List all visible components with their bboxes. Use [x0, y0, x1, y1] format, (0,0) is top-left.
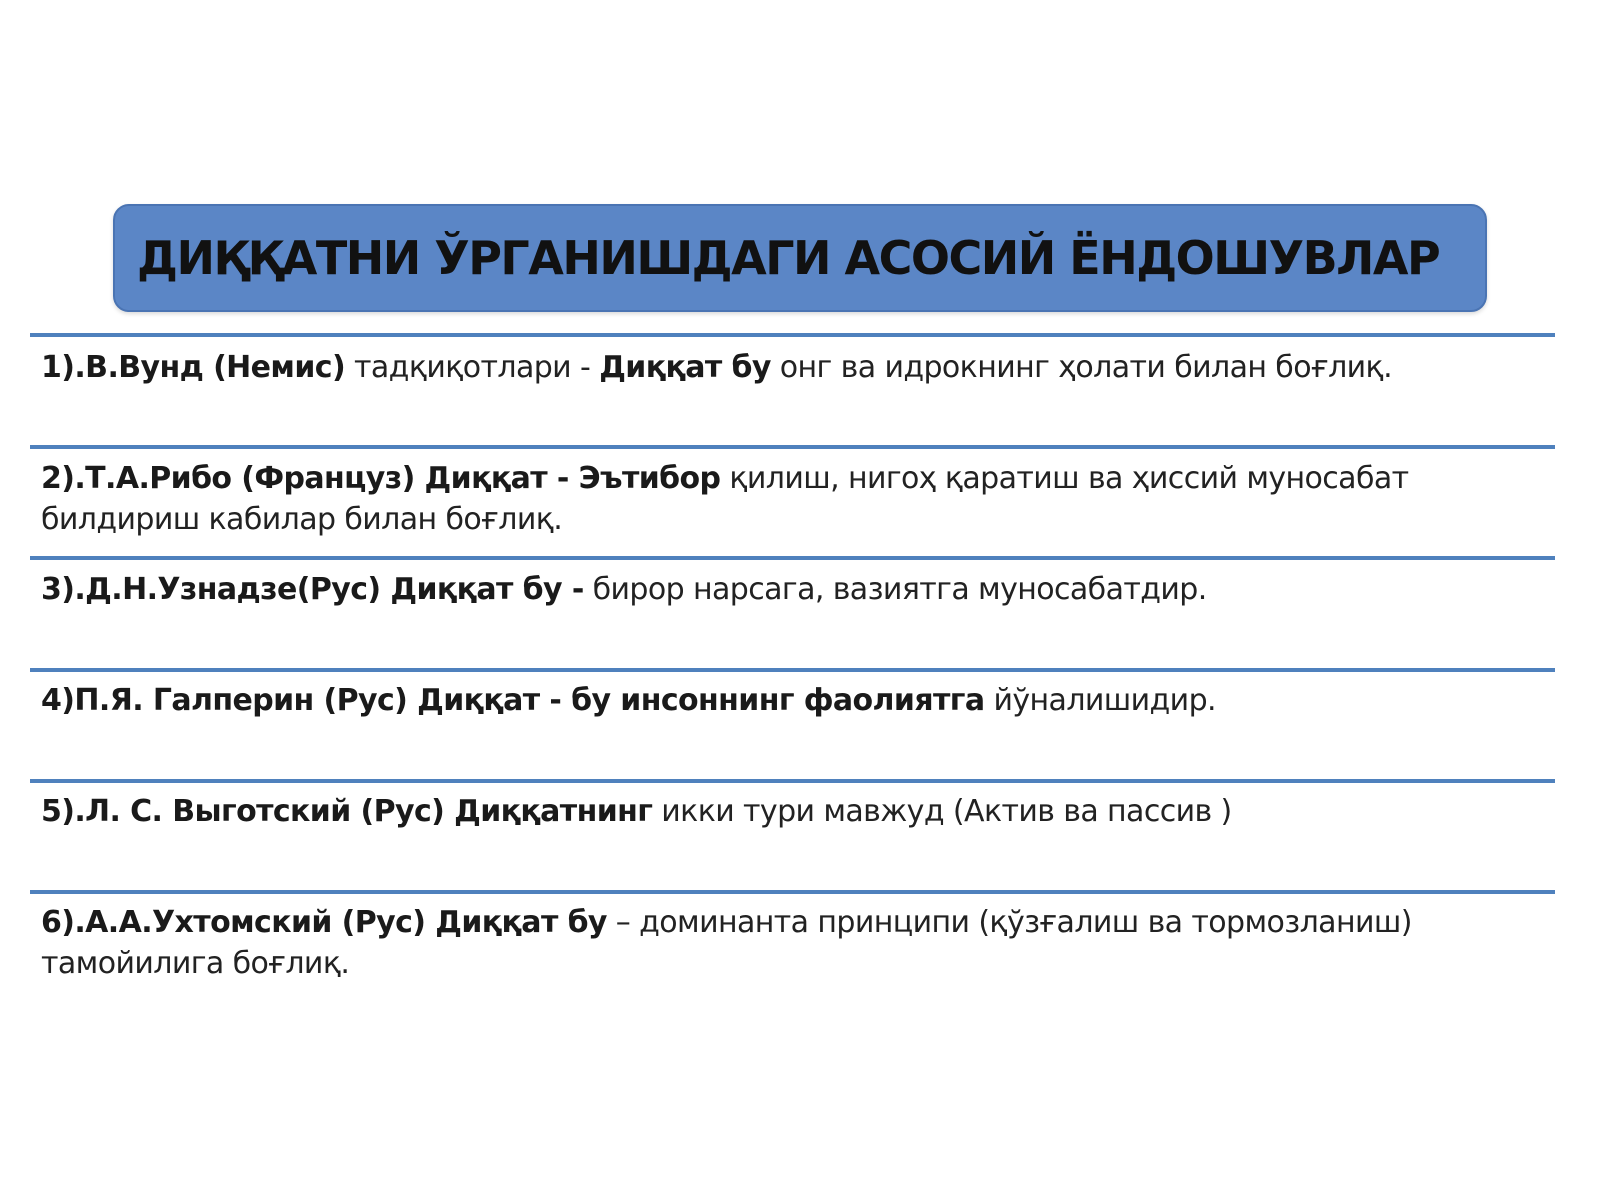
item-5-text: икки тури мавжуд (Актив ва пассив ) [652, 794, 1232, 829]
slide-title: ДИҚҚАТНИ ЎРГАНИШДАГИ АСОСИЙ ЁНДОШУВЛАР [137, 231, 1440, 285]
list-item-3 [41, 569, 1531, 610]
item-1-author: 1).В.Вунд (Немис) [41, 350, 346, 385]
divider-line [30, 779, 1555, 783]
divider-line [30, 890, 1555, 894]
item-1-term: Диққат бу [599, 350, 771, 385]
item-4-text: йўналишидир. [984, 683, 1216, 718]
title-banner [113, 204, 1487, 312]
item-1-text: тадқиқотлари - [345, 350, 600, 385]
divider-line [30, 668, 1555, 672]
list-item-6 [41, 902, 1531, 984]
divider-line [30, 556, 1555, 560]
item-3-text: бирор нарсага, вазиятга муносабатдир. [583, 572, 1207, 607]
item-1-text-end: онг ва идрокнинг ҳолати билан боғлиқ. [770, 350, 1393, 385]
item-5-author: 5).Л. С. Выготский (Рус) Диққатнинг [41, 794, 653, 829]
divider-line [30, 445, 1555, 449]
divider-line [30, 333, 1555, 337]
list-item-2 [41, 458, 1531, 540]
item-6-author: 6).А.А.Ухтомский (Рус) Диққат бу [41, 905, 607, 940]
item-4-author: 4)П.Я. Галперин (Рус) Диққат - бу инсоннинг фаолиятга [41, 683, 985, 718]
item-3-author: 3).Д.Н.Узнадзе(Рус) Диққат бу - [41, 572, 584, 607]
list-item-1 [41, 347, 1531, 388]
list-item-5 [41, 791, 1531, 832]
list-item-4 [41, 680, 1531, 721]
item-2-author: 2).Т.А.Рибо (Француз) Диққат - Эътибор [41, 461, 721, 496]
item-2-text: қилиш, нигоҳ қаратиш ва ҳиссий муносабат билдириш кабилар билан боғлиқ. [41, 461, 1409, 537]
item-6-text: – доминанта принципи (қўзғалиш ва тормозланиш) тамойилига боғлиқ. [41, 905, 1412, 981]
